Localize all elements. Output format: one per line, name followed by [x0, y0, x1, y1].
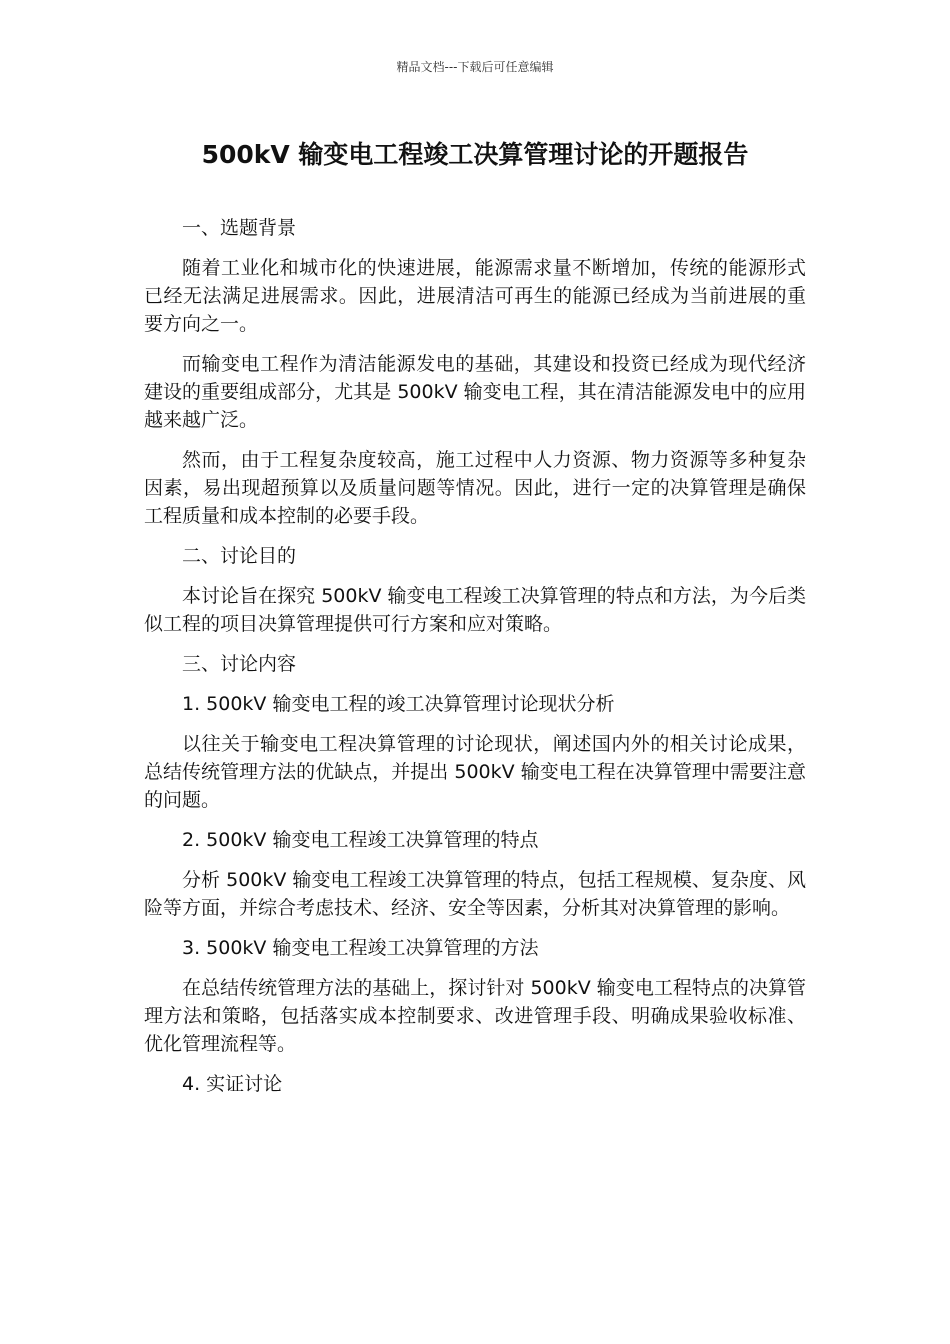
header-note: 精品文档---下载后可任意编辑: [396, 60, 554, 74]
subheading-4: 4. 实证讨论: [182, 1073, 283, 1095]
paragraph: 在总结传统管理方法的基础上，探讨针对 500kV 输变电工程特点的决算管理方法和策略，包括落实成本控制要求、改进管理手段、明确成果验收标准、优化管理流程等。: [144, 977, 806, 1055]
document-title: 500kV 输变电工程竣工决算管理讨论的开题报告: [201, 140, 749, 169]
document-body: [144, 214, 806, 1110]
paragraph: 然而，由于工程复杂度较高，施工过程中人力资源、物力资源等多种复杂因素，易出现超预算以及质量问题等情况。因此，进行一定的决算管理是确保工程质量和成本控制的必要手段。: [144, 449, 806, 527]
paragraph: 随着工业化和城市化的快速进展，能源需求量不断增加，传统的能源形式已经无法满足进展需求。因此，进展清洁可再生的能源已经成为当前进展的重要方向之一。: [144, 257, 806, 335]
section-heading-background: 一、选题背景: [182, 217, 297, 239]
paragraph: 分析 500kV 输变电工程竣工决算管理的特点，包括工程规模、复杂度、风险等方面，并综合考虑技术、经济、安全等因素，分析其对决算管理的影响。: [144, 869, 806, 919]
paragraph: 而输变电工程作为清洁能源发电的基础，其建设和投资已经成为现代经济建设的重要组成部分，尤其是 500kV 输变电工程，其在清洁能源发电中的应用越来越广泛。: [144, 353, 806, 431]
subheading-2: 2. 500kV 输变电工程竣工决算管理的特点: [182, 829, 539, 851]
section-heading-content: 三、讨论内容: [182, 653, 297, 675]
paragraph: 本讨论旨在探究 500kV 输变电工程竣工决算管理的特点和方法，为今后类似工程的项目决算管理提供可行方案和应对策略。: [144, 585, 806, 635]
paragraph: 以往关于输变电工程决算管理的讨论现状，阐述国内外的相关讨论成果，总结传统管理方法的优缺点，并提出 500kV 输变电工程在决算管理中需要注意的问题。: [144, 733, 806, 811]
section-heading-purpose: 二、讨论目的: [182, 545, 297, 567]
subheading-1: 1. 500kV 输变电工程的竣工决算管理讨论现状分析: [182, 693, 615, 715]
subheading-3: 3. 500kV 输变电工程竣工决算管理的方法: [182, 937, 539, 959]
